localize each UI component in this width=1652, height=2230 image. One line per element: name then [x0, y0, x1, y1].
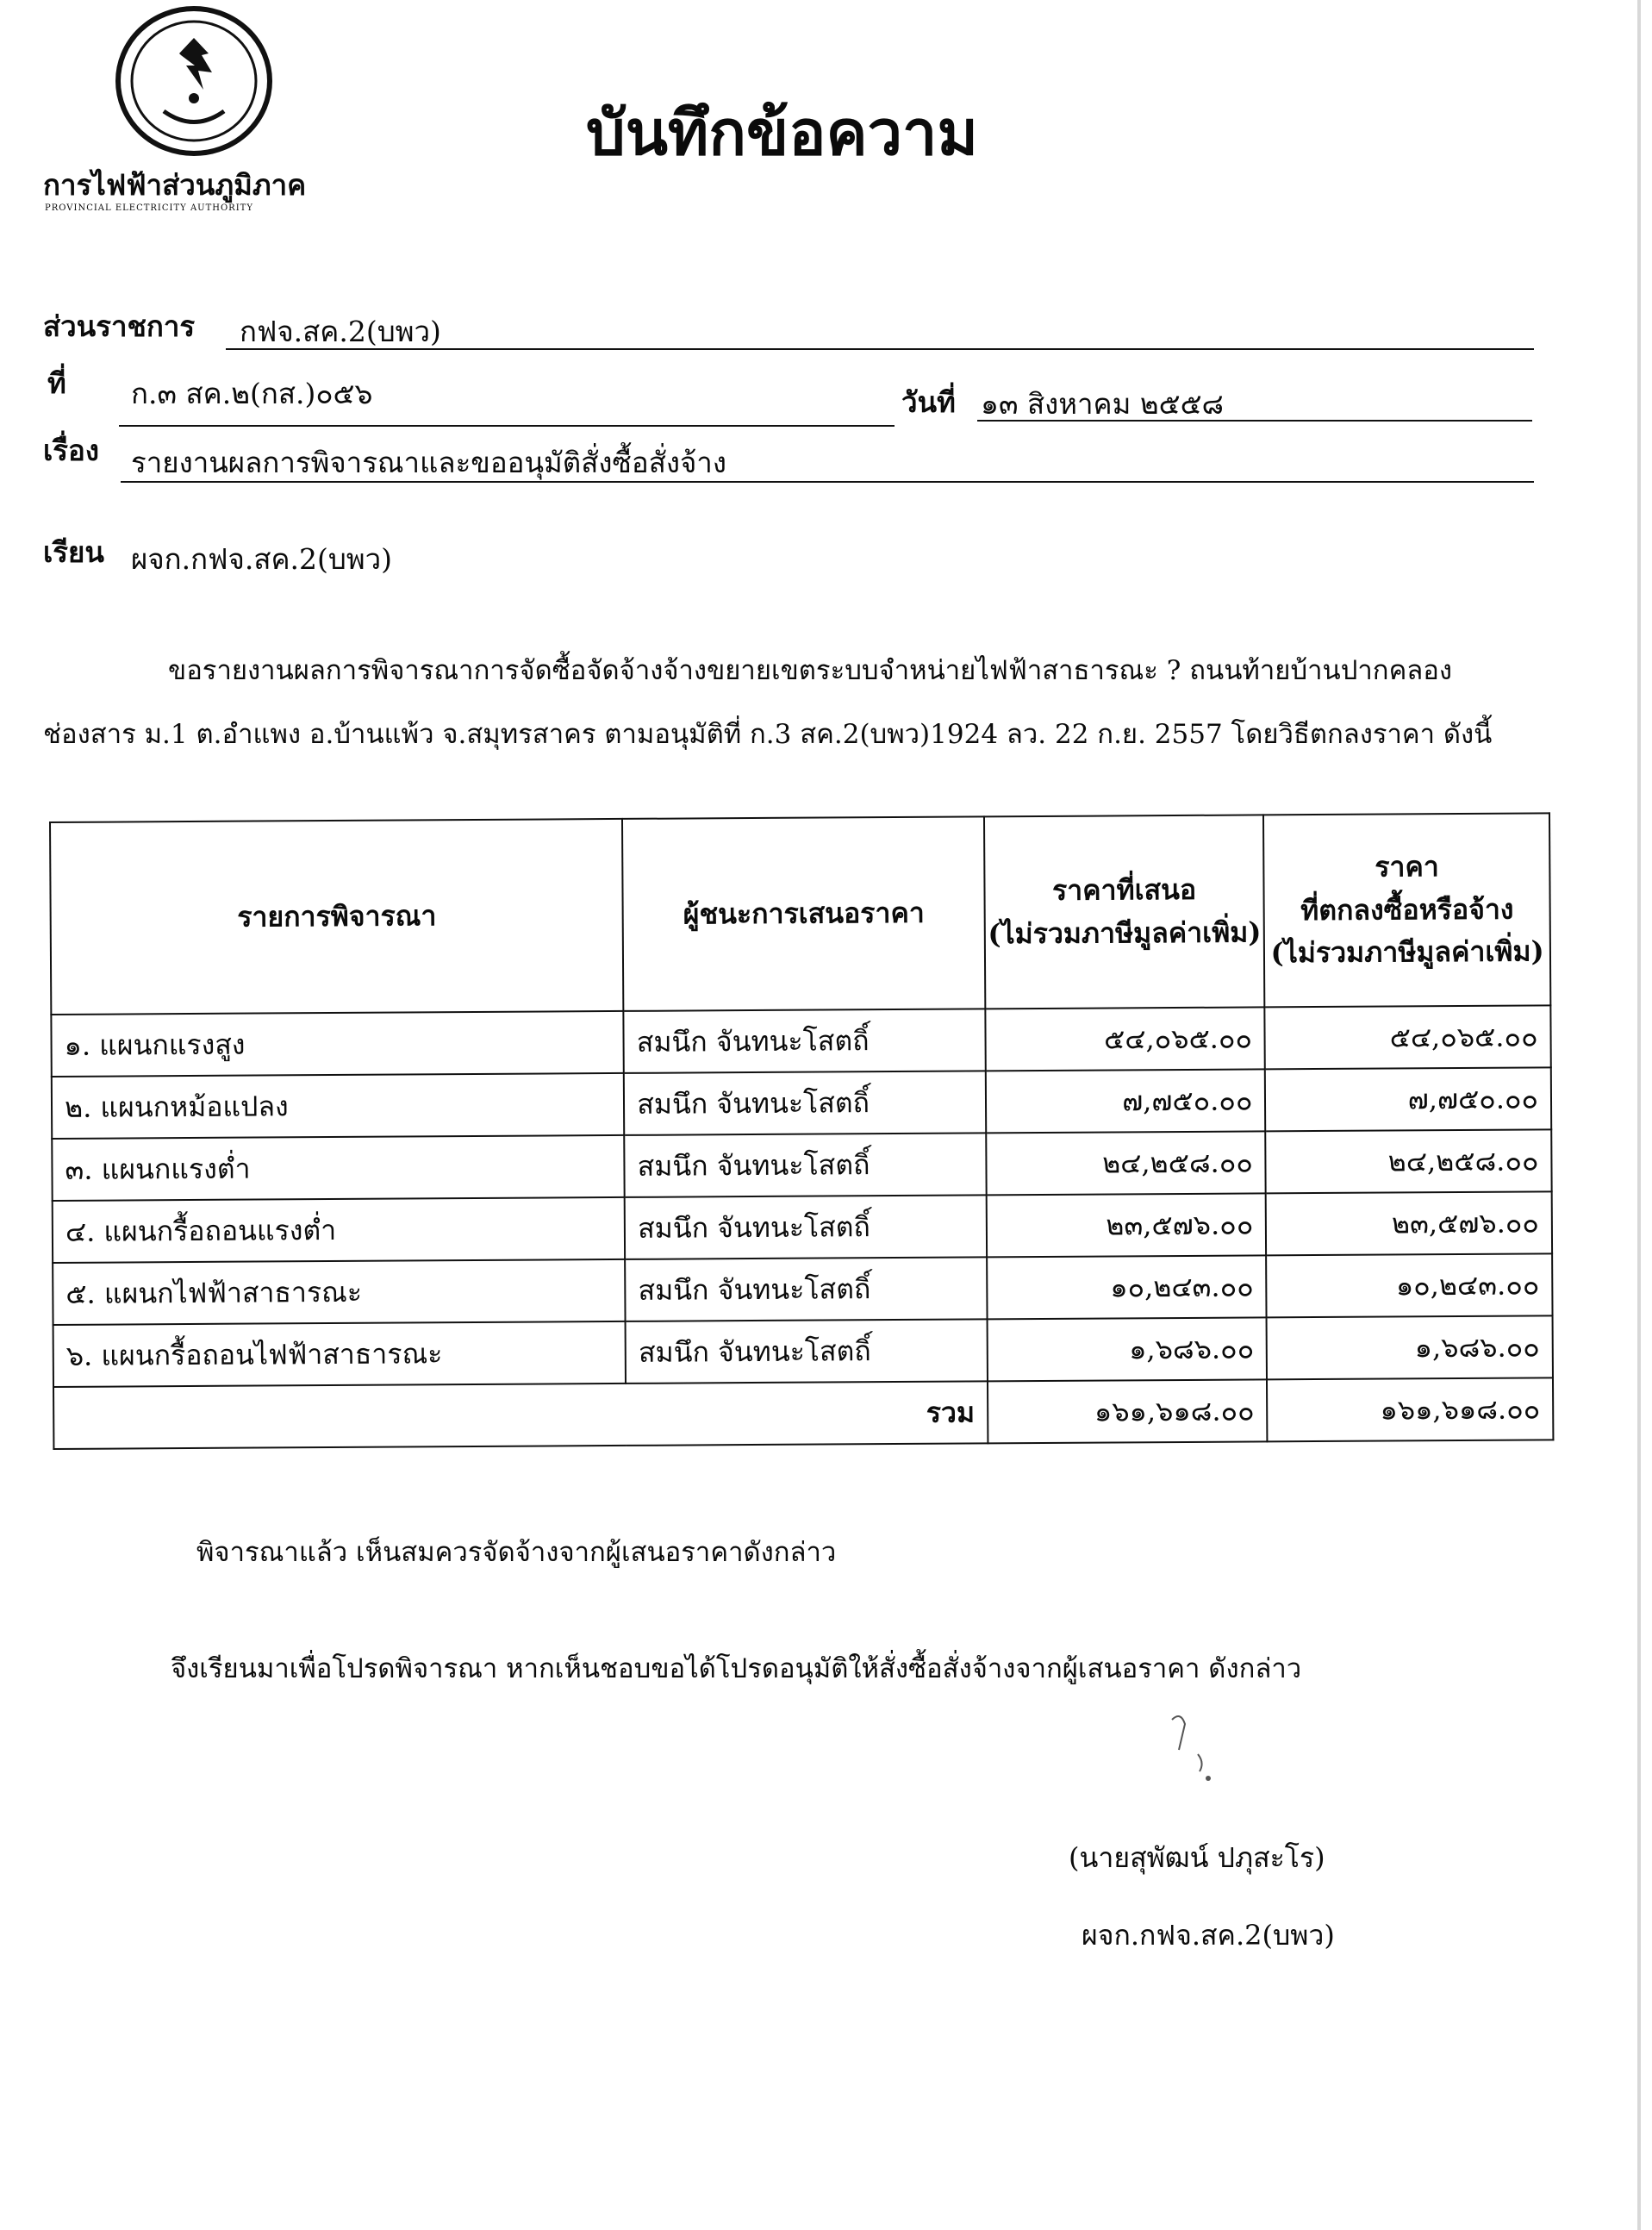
row-offer: ๒๓,๕๗๖.๐๐ — [986, 1193, 1266, 1257]
body-line-2: ช่องสาร ม.1 ต.อำแพง อ.บ้านแพ้ว จ.สมุทรสาคร ตามอนุมัติที่ ก.3 สค.2(บพว)1924 ลว. 22 ก.ย. 2557 โดยวิธีตกลงราคา ดังนี้ — [43, 719, 1493, 750]
closing-line-2: จึงเรียนมาเพื่อโปรดพิจารณา หากเห็นชอบขอได้โปรดอนุมัติให้สั่งซื้อสั่งจ้างจากผู้เสนอราคา ดังกล่าว — [171, 1653, 1302, 1684]
table-header-row — [50, 813, 1550, 1015]
table-row — [52, 1129, 1551, 1201]
scan-edge — [1637, 0, 1641, 2230]
date-underline — [977, 420, 1532, 422]
date-label: วันที่ — [901, 385, 956, 419]
row-item: ๔. แผนกรื้อถอนแรงต่ำ — [53, 1197, 626, 1263]
agency-value: กฟจ.สค.2(บพว) — [240, 315, 441, 348]
date-value: ๑๓ สิงหาคม ๒๕๕๘ — [981, 387, 1225, 421]
to-label: เรียน — [43, 535, 104, 569]
table-row — [52, 1067, 1551, 1139]
row-winner: สมนึก จันทนะโสตถิ์ — [624, 1071, 986, 1135]
row-item: ๓. แผนกแรงต่ำ — [52, 1135, 625, 1201]
row-agreed: ๒๔,๒๕๘.๐๐ — [1266, 1129, 1552, 1193]
row-winner: สมนึก จันทนะโสตถิ์ — [625, 1195, 987, 1259]
to-value: ผจก.กฟจ.สค.2(บพว) — [131, 542, 392, 576]
total-offer: ๑๖๑,๖๑๘.๐๐ — [988, 1379, 1268, 1443]
row-winner: สมนึก จันทนะโสตถิ์ — [626, 1319, 988, 1384]
organization-name-en: PROVINCIAL ELECTRICITY AUTHORITY — [45, 203, 253, 213]
row-offer: ๑,๖๘๖.๐๐ — [987, 1317, 1267, 1381]
header-offer-line-1: ราคาที่เสนอ — [1051, 872, 1197, 907]
signatory-position: ผจก.กฟจ.สค.2(บพว) — [1082, 1919, 1335, 1952]
row-agreed: ๗,๗๕๐.๐๐ — [1265, 1067, 1551, 1131]
row-agreed: ๑๐,๒๔๓.๐๐ — [1267, 1253, 1553, 1317]
row-agreed: ๕๔,๐๖๕.๐๐ — [1265, 1005, 1551, 1069]
closing-line-1: พิจารณาแล้ว เห็นสมควรจัดจ้างจากผู้เสนอราคาดังกล่าว — [196, 1537, 837, 1568]
header-offer-line-2: (ไม่รวมภาษีมูลค่าเพิ่ม) — [988, 915, 1262, 950]
header-agreed-line-2: ที่ตกลงซื้อหรือจ้าง — [1300, 892, 1514, 927]
row-offer: ๕๔,๐๖๕.๐๐ — [985, 1007, 1265, 1071]
signature-mark — [1155, 1702, 1232, 1789]
header-agreed-line-1: ราคา — [1375, 850, 1439, 884]
row-item: ๒. แผนกหม้อแปลง — [52, 1073, 625, 1139]
row-agreed: ๒๓,๕๗๖.๐๐ — [1266, 1191, 1552, 1255]
header-item — [50, 819, 624, 1015]
row-offer: ๗,๗๕๐.๐๐ — [986, 1069, 1266, 1133]
price-table — [49, 812, 1554, 1450]
table-row — [53, 1191, 1552, 1263]
row-winner: สมนึก จันทนะโสตถิ์ — [625, 1133, 987, 1197]
header-offer — [984, 815, 1265, 1009]
agency-underline — [226, 348, 1534, 350]
subject-label: เรื่อง — [43, 434, 99, 467]
total-agreed: ๑๖๑,๖๑๘.๐๐ — [1267, 1377, 1553, 1441]
signatory-name: (นายสุพัฒน์ ปภุสะโร) — [1069, 1841, 1325, 1874]
subject-underline — [121, 481, 1534, 483]
row-offer: ๒๔,๒๕๘.๐๐ — [986, 1131, 1266, 1195]
row-winner: สมนึก จันทนะโสตถิ์ — [624, 1009, 986, 1073]
pea-emblem-icon — [112, 3, 276, 159]
ref-label: ที่ — [47, 366, 66, 400]
ref-value: ก.๓ สค.๒(กส.)๐๕๖ — [131, 377, 373, 410]
pea-logo — [112, 3, 276, 159]
header-winner — [622, 816, 985, 1011]
header-agreed — [1263, 813, 1550, 1007]
row-item: ๖. แผนกรื้อถอนไฟฟ้าสาธารณะ — [53, 1321, 627, 1387]
body-line-1: ขอรายงานผลการพิจารณาการจัดซื้อจัดจ้างจ้างขยายเขตระบบจำหน่ายไฟฟ้าสาธารณะ ? ถนนท้ายบ้านปากคลอง — [168, 655, 1453, 686]
subject-value: รายงานผลการพิจารณาและขออนุมัติสั่งซื้อสั่งจ้าง — [131, 446, 726, 479]
table-total-row — [53, 1377, 1553, 1449]
agency-label: ส่วนราชการ — [43, 309, 196, 343]
row-winner: สมนึก จันทนะโสตถิ์ — [625, 1257, 987, 1321]
organization-name-th: การไฟฟ้าส่วนภูมิภาค — [43, 168, 307, 202]
row-item: ๕. แผนกไฟฟ้าสาธารณะ — [53, 1259, 626, 1325]
header-winner-text: ผู้ชนะการเสนอราคา — [683, 896, 925, 931]
total-label: รวม — [53, 1381, 988, 1449]
row-offer: ๑๐,๒๔๓.๐๐ — [987, 1255, 1267, 1319]
table-row — [53, 1253, 1552, 1325]
table-row — [53, 1315, 1553, 1387]
document-title: บันทึกข้อความ — [586, 96, 978, 169]
row-item: ๑. แผนกแรงสูง — [51, 1011, 624, 1077]
table-row — [51, 1005, 1550, 1077]
row-agreed: ๑,๖๘๖.๐๐ — [1267, 1315, 1553, 1379]
header-item-text: รายการพิจารณา — [237, 898, 437, 934]
header-agreed-line-3: (ไม่รวมภาษีมูลค่าเพิ่ม) — [1270, 934, 1544, 970]
ref-underline — [119, 425, 895, 427]
